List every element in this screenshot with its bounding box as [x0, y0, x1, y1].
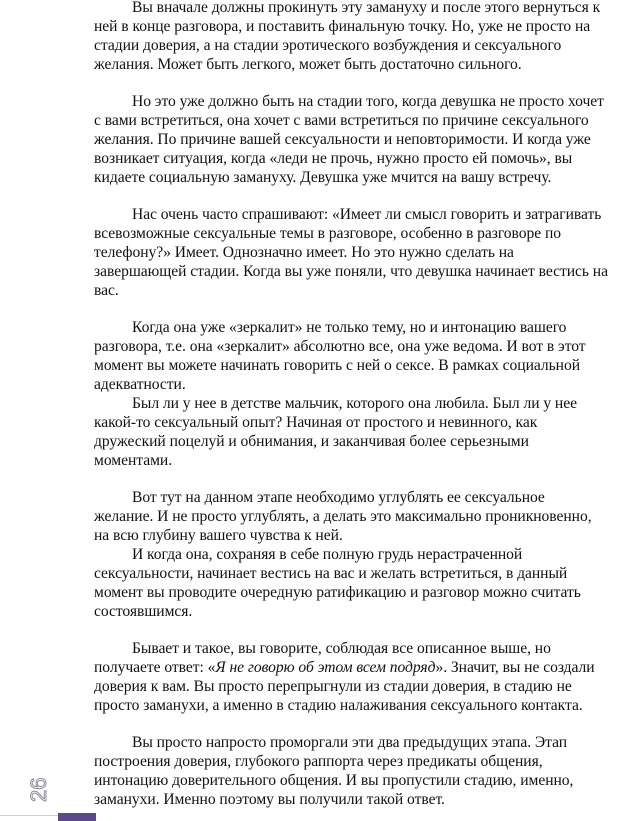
text-line: интонацию доверительного общения. И вы пропустили стадию, именно, [94, 772, 574, 789]
text-line: сексуальности, начинает вестись на вас и желать встретиться, в данный [94, 565, 568, 582]
text-line: желание. И не просто углублять, а делать это максимально проникновенно, [94, 508, 592, 525]
text-line: Бывает и такое, вы говорите, соблюдая все описанное выше, но [132, 640, 551, 657]
text-line: Когда она уже «зеркалит» не только тему, но и интонацию вашего [132, 319, 567, 336]
text-line: ней в конце разговора, и поставить финальную точку. Но, уже не просто на [94, 18, 591, 35]
text-line: построения доверия, глубокого раппорта через предикаты общения, [94, 753, 543, 770]
text-line: завершающей стадии. Когда вы уже поняли, что девушка начинает вестись на [94, 263, 608, 280]
footer-accent-bar [58, 813, 96, 821]
text-line: всевозможные сексуальные темы в разговоре, особенно в разговоре по [94, 225, 561, 242]
text-line: момент вы можете начинать говорить с ней о сексе. В рамках социальной [94, 357, 581, 374]
text-line: Был ли у нее в детстве мальчик, которого она любила. Был ли у нее [132, 395, 577, 412]
text-line: адекватности. [94, 376, 186, 393]
text-line: разговора, т.е. она «зеркалит» абсолютно все, она уже ведома. И вот в этот [94, 338, 586, 355]
text-line: момент вы проводите очередную ратификацию и разговор можно считать [94, 584, 581, 601]
text-line: Вы вначале должны прокинуть эту замануху и после этого вернуться к [132, 0, 601, 16]
text-line: Но это уже должно быть на стадии того, когда девушка не просто хочет [132, 93, 604, 110]
text-line: доверия к вам. Вы просто перепрыгнули из стадии доверия, в стадию не [94, 678, 572, 695]
text-segment: ». Значит, вы не создали [435, 659, 595, 676]
text-line: стадии доверия, а на стадии эротического возбуждения и сексуального [94, 37, 562, 54]
text-line: возникает ситуация, когда «леди не прочь, нужно просто ей помочь», вы [94, 150, 573, 167]
text-line: заманухи. Именно поэтому вы получили такой ответ. [94, 791, 445, 808]
text-line: с вами встретиться, она хочет с вами встретиться по причине сексуального [94, 112, 589, 129]
text-line: Нас очень часто спрашивают: «Имеет ли смысл говорить и затрагивать [132, 206, 602, 223]
text-line: вас. [94, 282, 119, 299]
text-segment: получаете ответ: « [94, 659, 216, 676]
text-line: состоявшимся. [94, 603, 193, 620]
text-line: Вы просто напросто проморгали эти два предыдущих этапа. Этап [132, 734, 568, 751]
text-line [94, 658, 595, 677]
text-line: желания. По причине вашей сексуальности и неповторимости. И когда уже [94, 131, 591, 148]
text-line: какой-то сексуальный опыт? Начиная от простого и невинного, как [94, 414, 538, 431]
text-line: И когда она, сохраняя в себе полную грудь нерастраченной [132, 546, 523, 563]
text-line: Вот тут на данном этапе необходимо углублять ее сексуальное [132, 489, 545, 506]
text-line: моментами. [94, 452, 173, 469]
text-line: просто заманухи, а именно в стадию налаживания сексуального контакта. [94, 697, 583, 714]
text-line: кидаете социальную замануху. Девушка уже мчится на вашу встречу. [94, 169, 552, 186]
text-line: желания. Может быть легкого, может быть достаточно сильного. [94, 56, 522, 73]
italic-quote: Я не говорю об этом всем подряд [215, 659, 436, 676]
footer-rule [0, 815, 58, 816]
text-line: телефону?» Имеет. Однозначно имеет. Но это нужно сделать на [94, 244, 514, 261]
page-number: 26 [26, 777, 51, 802]
text-line: дружеский поцелуй и обнимания, и заканчивая более серьезными [94, 433, 529, 450]
text-line: на всю глубину вашего чувства к ней. [94, 527, 343, 544]
